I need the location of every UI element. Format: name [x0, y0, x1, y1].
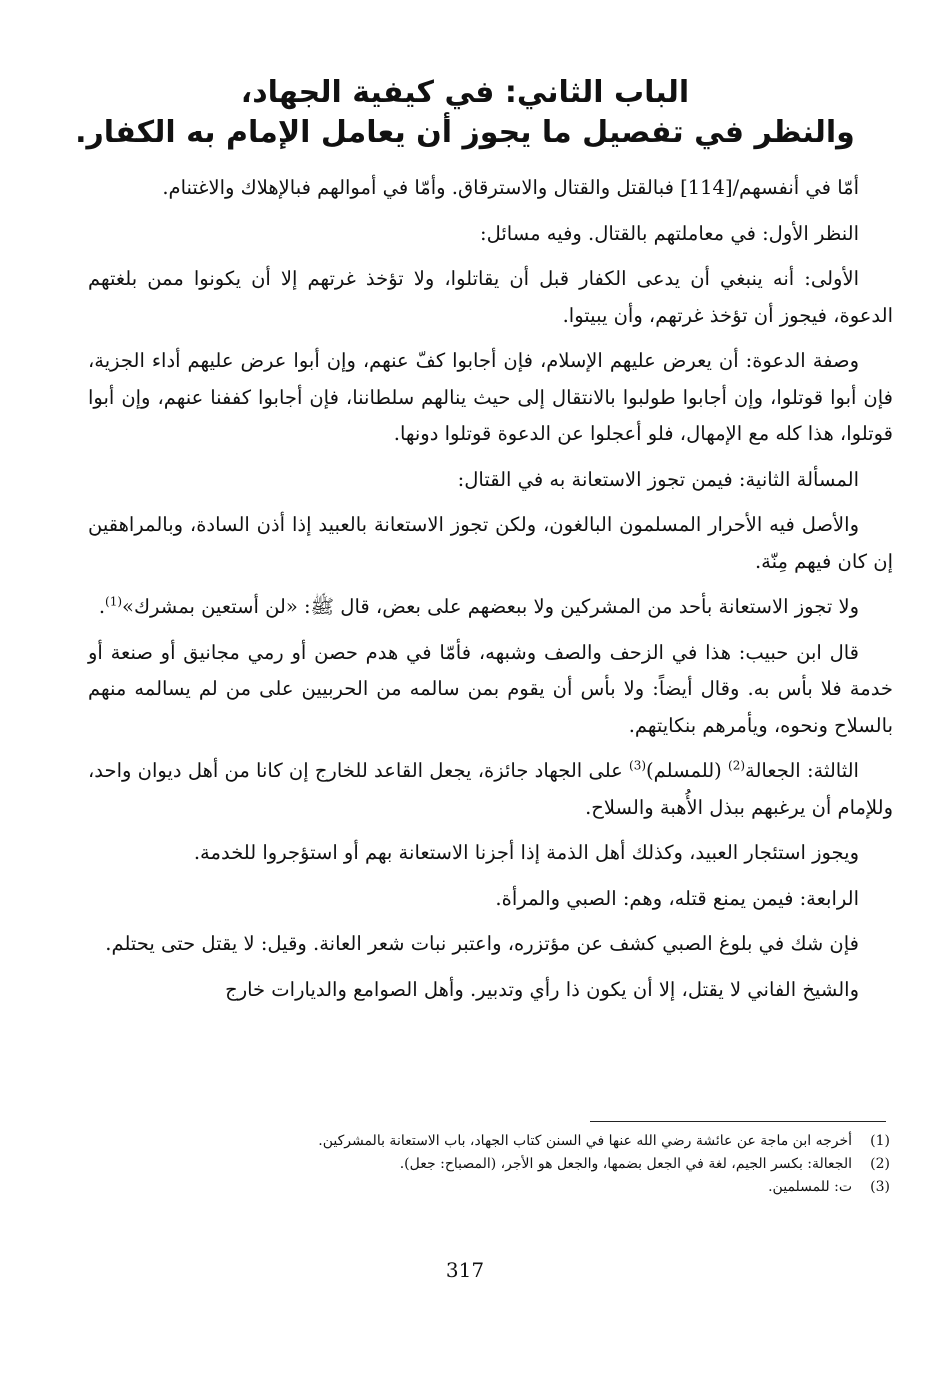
- paragraph-3: الأولى: أنه ينبغي أن يدعى الكفار قبل أن يقاتلوا، ولا تؤخذ غرتهم إلا أن يكونوا ممن بلغتهم الدعوة، فيجوز أن تؤخذ غرتهم، وأن يبيتوا.: [88, 267, 893, 327]
- paragraph-7: [88, 589, 893, 626]
- paragraph-1: أمّا في أنفسهم/[114] فبالقتل والقتال والاسترقاق. وأمّا في أموالهم فبالإهلاك والاغتنام.: [162, 176, 859, 199]
- paragraph-6: والأصل فيه الأحرار المسلمون البالغون، ولكن تجوز الاستعانة بالعبيد إذا أذن السادة، وبالمراهقين إن كان فيهم مِنّة.: [88, 513, 893, 573]
- footnote-2: [60, 1153, 890, 1176]
- paragraph-9: [88, 753, 893, 826]
- paragraph-5: المسألة الثانية: فيمن تجوز الاستعانة به في القتال:: [457, 467, 859, 491]
- chapter-title-line-1: الباب الثاني: في كيفية الجهاد،: [240, 75, 690, 110]
- footnote-number: (3): [870, 1179, 890, 1195]
- footnote-ref-2: (2): [728, 758, 746, 773]
- footnote-text: أخرجه ابن ماجة عن عائشة رضي الله عنها في السنن كتاب الجهاد، باب الاستعانة بالمشركين.: [318, 1133, 852, 1149]
- footnotes: [60, 1130, 890, 1199]
- footnote-1: [60, 1130, 890, 1153]
- paragraph-4: وصفة الدعوة: أن يعرض عليهم الإسلام، فإن أجابوا كفّ عنهم، وإن أبوا عرض عليهم أداء الجزية، فإن أبوا قوتلوا، وإن أجابوا طولبوا بالانتقال إلى حيث ينالهم سلطاننا، فإن أجابوا كففنا عنهم، وإن أبوا قوتلوا، هذا كله مع الإمهال، فلو أعجلوا عن الدعوة قوتلوا دونها.: [88, 349, 893, 445]
- paragraph-9-text-2: (للمسلم): [646, 759, 728, 782]
- paragraph-9-text: الثالثة: الجعالة: [745, 759, 859, 782]
- chapter-title-line-2: والنظر في تفصيل ما يجوز أن يعامل الإمام به الكفار.: [75, 115, 855, 150]
- paragraph-10: ويجوز استئجار العبيد، وكذلك أهل الذمة إذا أجزنا الاستعانة بهم أو استؤجروا للخدمة.: [193, 841, 859, 864]
- paragraph-13: والشيخ الفاني لا يقتل، إلا أن يكون ذا رأي وتدبير. وأهل الصوامع والديارات خارج: [225, 977, 859, 1001]
- footnote-ref-3: (3): [629, 758, 647, 773]
- paragraph-8: قال ابن حبيب: هذا في الزحف والصف وشبهه، فأمّا في هدم حصن أو رمي مجانيق أو صنعة أو خدمة فلا بأس به. وقال أيضاً: ولا بأس أن يقوم بمن سالمه من الحربيين على من لم يسالمه منهم بالسلاح ونحوه، ويأمرهم بنكايتهم.: [88, 640, 893, 737]
- paragraph-12: فإن شك في بلوغ الصبي كشف عن مؤتزره، واعتبر نبات شعر العانة. وقيل: لا يقتل حتى يحتلم.: [105, 932, 859, 955]
- footnote-number: (2): [870, 1156, 890, 1172]
- footnote-divider: [590, 1121, 886, 1122]
- footnote-text: ت: للمسلمين.: [768, 1179, 852, 1195]
- paragraph-7-tail: .: [98, 595, 106, 618]
- paragraph-7-text: ولا تجوز الاستعانة بأحد من المشركين ولا ببعضهم على بعض، قال ﷺ: «لن أستعين بمشرك»: [122, 595, 859, 618]
- paragraph-9-tail: على الجهاد جائزة، يجعل القاعد للخارج إن كانا من أهل ديوان واحد، وللإمام أن يرغبهم ببذل الأُهبة والسلاح.: [88, 759, 893, 819]
- page-number: 317: [445, 1258, 485, 1282]
- body-text: [88, 170, 893, 1017]
- paragraph-11: الرابعة: فيمن يمنع قتله، وهم: الصبي والمرأة.: [495, 886, 859, 910]
- paragraph-2: النظر الأول: في معاملتهم بالقتال. وفيه مسائل:: [480, 221, 859, 245]
- footnote-text: الجعالة: بكسر الجيم، لغة في الجعل بضمها، والجعل هو الأجر، (المصباح: جعل).: [399, 1156, 852, 1172]
- footnote-ref-1: (1): [105, 594, 123, 609]
- footnote-3: [60, 1176, 890, 1199]
- footnote-number: (1): [870, 1133, 890, 1149]
